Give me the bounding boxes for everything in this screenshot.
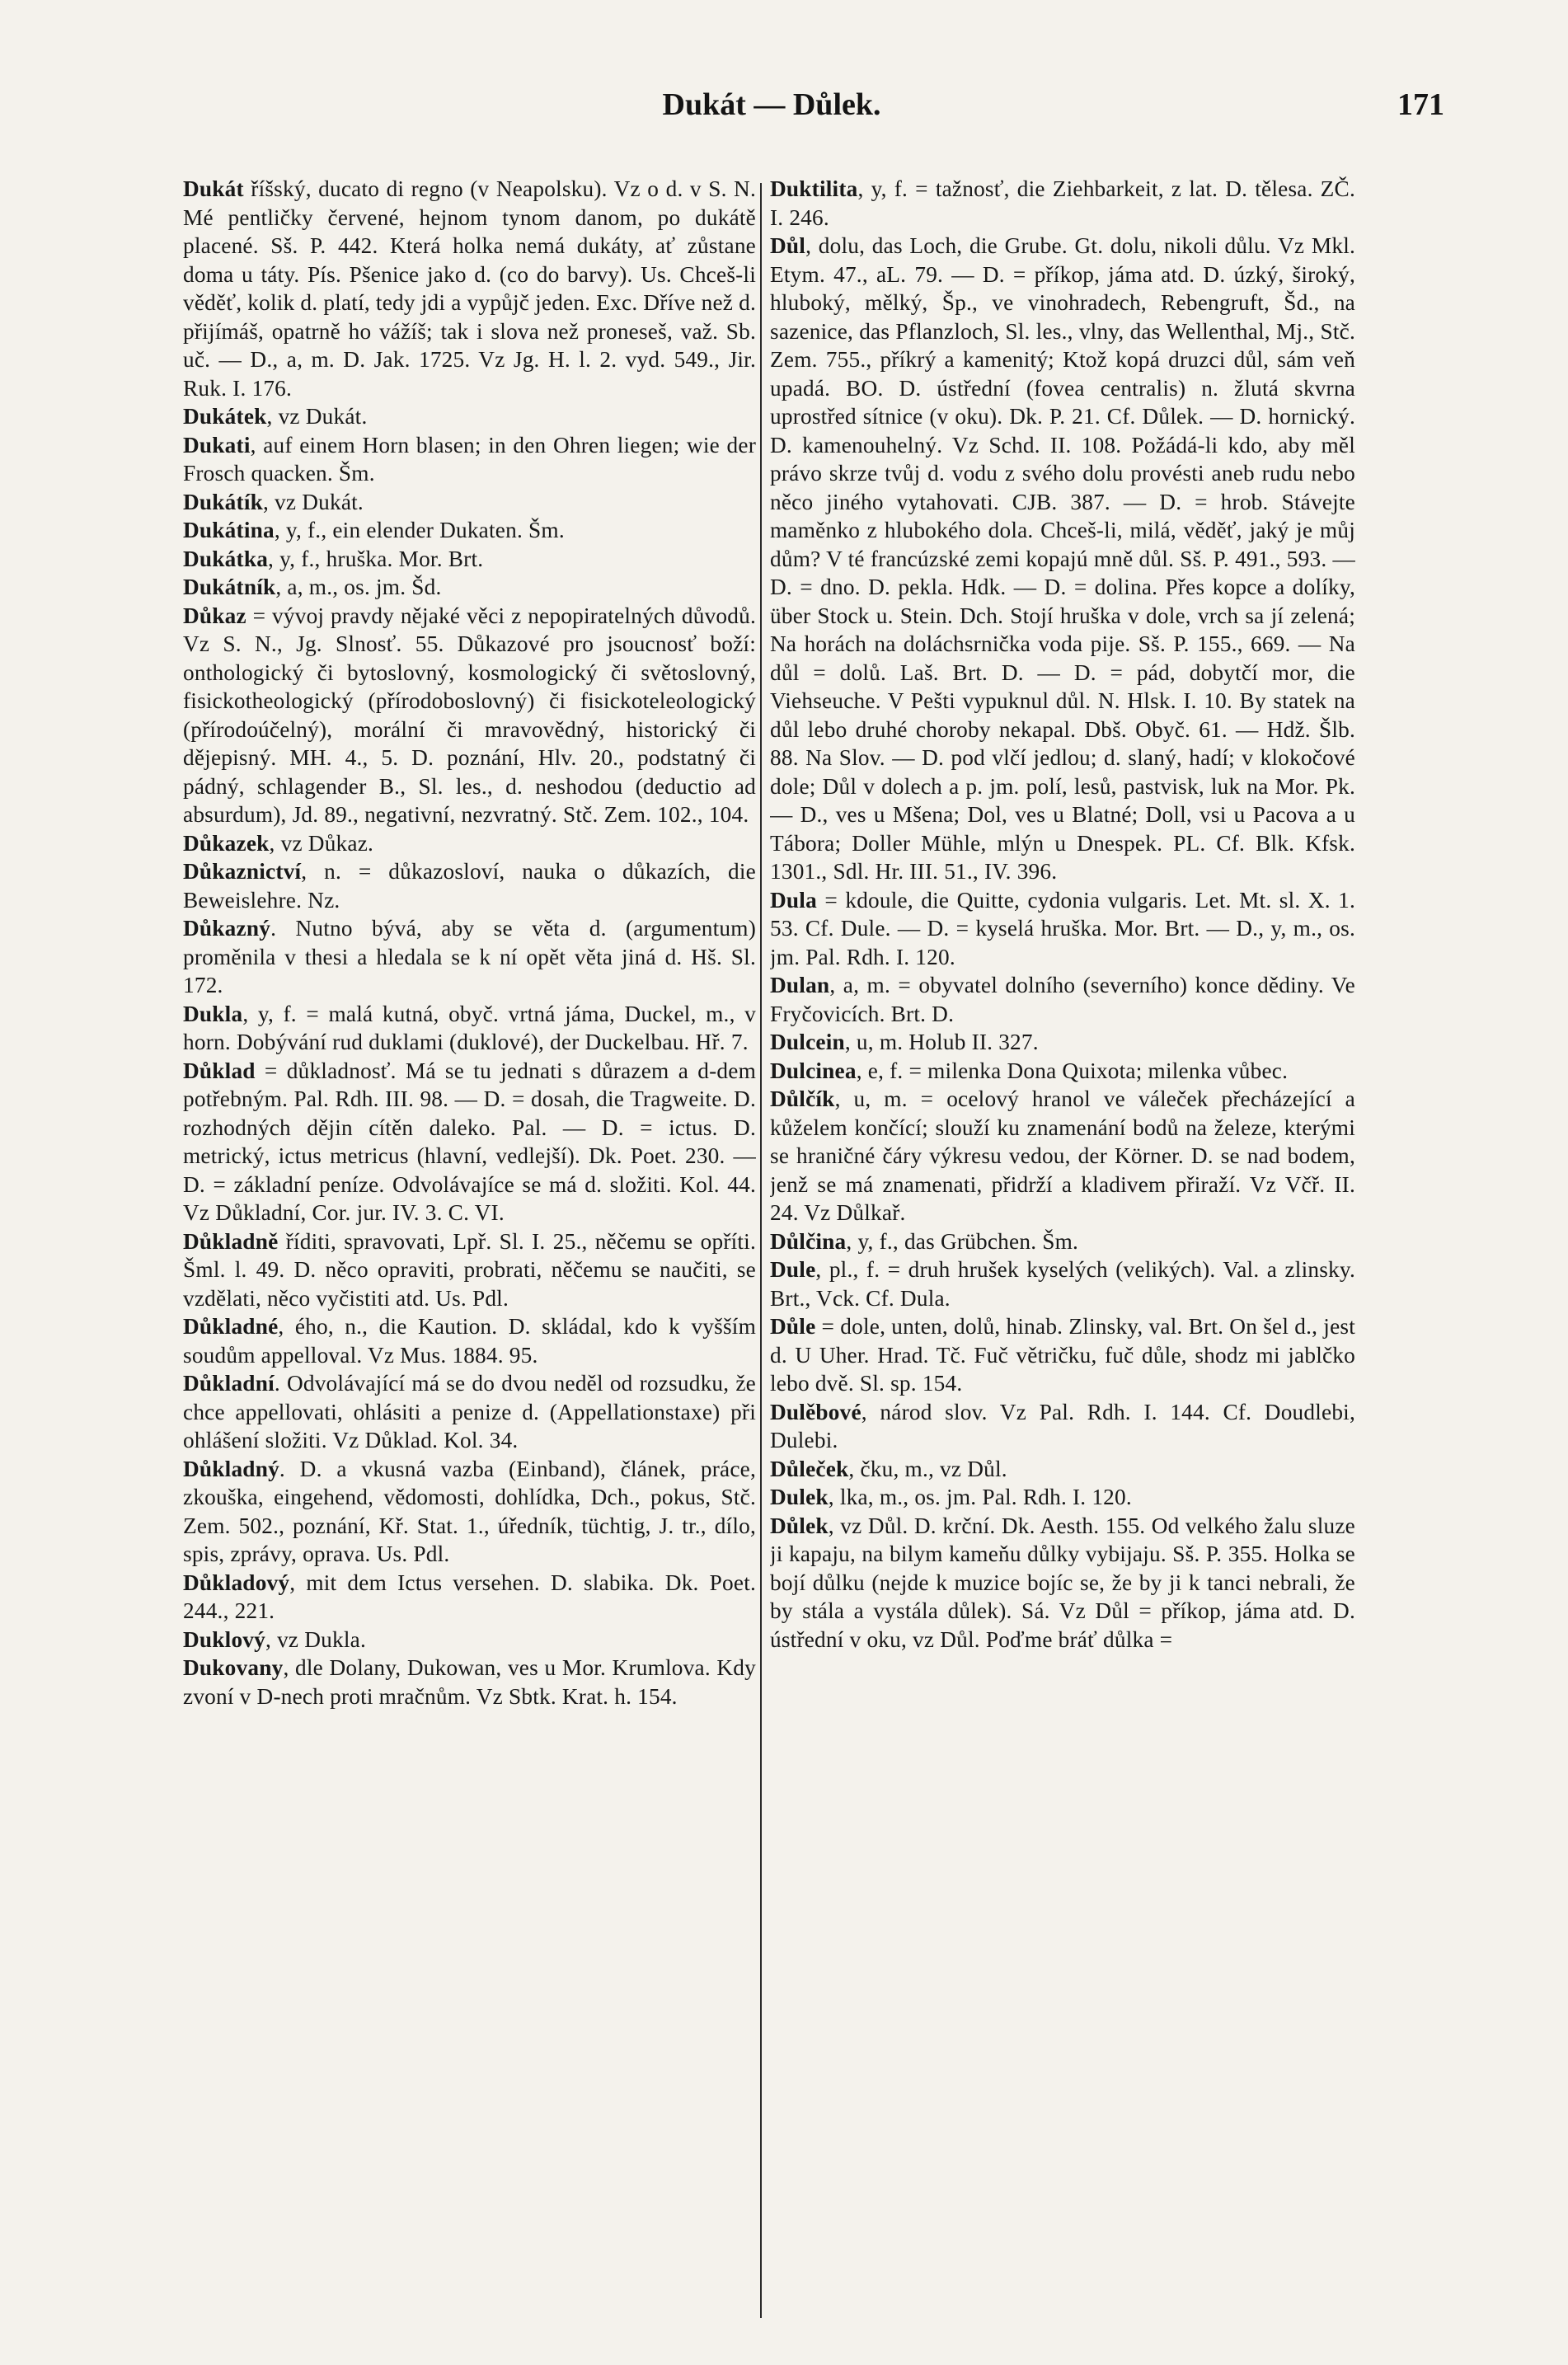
entry-headword: Důkladný — [183, 1456, 279, 1481]
dictionary-entry — [770, 232, 1355, 886]
entry-headword: Důlek — [770, 1513, 829, 1538]
dictionary-entry — [183, 1569, 756, 1626]
entry-body: , e, f. = milenka Dona Quixota; milenka vůbec. — [856, 1058, 1289, 1083]
entry-body: , národ slov. Vz Pal. Rdh. I. 144. Cf. Doudlebi, Dulebi. — [770, 1399, 1355, 1452]
dictionary-entry — [770, 1057, 1355, 1086]
entry-body: , ého, n., die Kaution. D. skládal, kdo k vyšším soudům appelloval. Vz Mus. 1884. 95. — [183, 1314, 756, 1368]
entry-headword: Dulcinea — [770, 1058, 857, 1083]
dictionary-entry — [183, 545, 756, 574]
right-column — [770, 175, 1355, 2343]
dictionary-entry — [183, 1057, 756, 1227]
dictionary-entry — [183, 602, 756, 829]
entry-headword: Důklad — [183, 1058, 256, 1083]
entry-headword: Dukati — [183, 432, 251, 458]
dictionary-entry — [770, 1455, 1355, 1484]
entry-headword: Duktilita — [770, 176, 858, 201]
entry-headword: Důle — [770, 1314, 816, 1339]
entry-headword: Dukátek — [183, 404, 267, 429]
dictionary-entry — [183, 573, 756, 602]
entry-headword: Důkaznictví — [183, 859, 302, 884]
entry-body: = kdoule, die Quitte, cydonia vulgaris. Let. Mt. sl. X. 1. 53. Cf. Dule. — D. = kyselá hruška. Mor. Brt. — D., y, m., os. jm. Pal. Rdh. I. 120. — [770, 887, 1355, 969]
dictionary-entry — [183, 488, 756, 517]
entry-body: = důkladnosť. Má se tu jednati s důrazem a d-dem potřebným. Pal. Rdh. III. 98. — D. = dosah, die Tragweite. D. rozhodných dějin cítěn daleko. Pal. — D. = ictus. D. metrický, ictus metricus (hlavní, vedlejší). Dk. Poet. 230. — D. = základní peníze. Odvolávajíce se má d. složiti. Kol. 44. Vz Důkladní, Cor. jur. IV. 3. C. VI. — [183, 1058, 756, 1225]
dictionary-entry — [183, 1312, 756, 1369]
dictionary-entry — [770, 1398, 1355, 1455]
dictionary-entry — [183, 402, 756, 431]
column-divider — [760, 183, 762, 2318]
entry-body: . Nutno bývá, aby se věta d. (argumentum) proměnila v thesi a hledala se k ní opět věta jiná d. Hš. Sl. 172. — [183, 916, 756, 997]
entry-body: , pl., f. = druh hrušek kyselých (velikých). Val. a zlinsky. Brt., Vck. Cf. Dula. — [770, 1257, 1355, 1311]
entry-headword: Dukátka — [183, 546, 269, 571]
entry-headword: Důkaz — [183, 603, 246, 628]
entry-headword: Dulan — [770, 973, 830, 997]
dictionary-entry — [770, 1512, 1355, 1654]
dictionary-entry — [183, 1000, 756, 1057]
entry-headword: Dukovany — [183, 1655, 284, 1680]
dictionary-entry — [770, 1312, 1355, 1398]
entry-body: , vz Důl. D. krční. Dk. Aesth. 155. Od velkého žalu sluze ji kapaju, na bilym kameňu důlky vybijaju. Sš. P. 355. Holka se bojí důlku (nejde k muzice bojíc se, že by ji k tanci nebrali, že by stála a vystála důlek). Sá. Vz Důl = příkop, jáma atd. D. ústřední v oku, vz Důl. Poďme bráť důlka = — [770, 1513, 1355, 1652]
entry-body: = vývoj pravdy nějaké věci z nepopiratelných důvodů. Vz S. N., Jg. Slnosť. 55. Důkazové pro jsoucnosť boží: onthologický či bytoslovný, kosmologický či světoslovný, fisickotheologický (přírodoboslovný) či fisickoteleologický (přírodoúčelný), morální či mravovědný, historický či dějepisný. MH. 4., 5. D. poznání, Hlv. 20., podstatný či pádný, schlagender B., Sl. les., d. neshodou (deductio ad absurdum), Jd. 89., negativní, nezvratný. Stč. Zem. 102., 104. — [183, 603, 756, 827]
entry-body: = dole, unten, dolů, hinab. Zlinsky, val. Brt. On šel d., jest d. U Uher. Hrad. Tč. Fuč větričku, fuč důle, shodz mi jablčko lebo dvě. Sl. sp. 154. — [770, 1314, 1355, 1396]
entry-headword: Důkladně — [183, 1228, 279, 1254]
dictionary-entry — [183, 857, 756, 914]
entry-headword: Důlčina — [770, 1228, 847, 1254]
entry-body: . Odvolávající má se do dvou neděl od rozsudku, že chce appellovati, ohlásiti a penize d. (Appellationstaxe) při ohlášení složiti. Vz Důklad. Kol. 34. — [183, 1371, 756, 1452]
entry-body: , lka, m., os. jm. Pal. Rdh. I. 120. — [828, 1485, 1132, 1509]
dictionary-entry — [183, 516, 756, 545]
entry-headword: Důkladné — [183, 1314, 279, 1339]
entry-headword: Důkazný — [183, 916, 271, 941]
entry-body: , a, m., os. jm. Šd. — [275, 575, 442, 599]
entry-body: , u, m. = ocelový hranol ve váleček přecházející a kůželem končící; slouží ku znamenání bodů na železe, kterými se hraničné čáry výkresu vedou, der Körner. D. se nad bodem, jenž se má znamenati, přidrží a kladivem přiraží. Vz Včř. II. 24. Vz Důlkař. — [770, 1086, 1355, 1225]
dictionary-entry — [770, 1255, 1355, 1312]
entry-body: , y, f., hruška. Mor. Brt. — [268, 546, 484, 571]
entry-headword: Důleček — [770, 1456, 849, 1481]
entry-body: , čku, m., vz Důl. — [848, 1456, 1007, 1481]
entry-body: , vz Dukát. — [266, 404, 368, 429]
entry-body: , u, m. Holub II. 327. — [844, 1030, 1039, 1054]
entry-body: , n. = důkazosloví, nauka o důkazích, die Beweislehre. Nz. — [183, 859, 756, 913]
entry-headword: Dule — [770, 1257, 816, 1282]
running-head: Dukát — Důlek. — [662, 87, 881, 122]
entry-body: , mit dem Ictus versehen. D. slabika. Dk. Poet. 244., 221. — [183, 1570, 756, 1623]
entry-body: , dolu, das Loch, die Grube. Gt. dolu, nikoli důlu. Vz Mkl. Etym. 47., aL. 79. — D. = příkop, jáma atd. D. úzký, široký, hluboký, mělký, Šp., ve vinohradech, Rebengruft, Šd., na sazenice, das Pflanzloch, Sl. les., vlny, das Wellenthal, Mj., Stč. Zem. 755., příkrý a kamenitý; Ktož kopá druzci důl, sám veň upadá. BO. D. ústřední (fovea centralis) n. žlutá skvrna uprostřed sítnice (v oku). Dk. P. 21. Cf. Důlek. — D. hornický. D. kamenouhelný. Vz Schd. II. 108. Požádá-li kdo, aby měl právo skrze tvůj d. vodu z svého dolu provésti aneb rudu nebo něco jiného vytahovati. CJB. 387. — D. = hrob. Stávejte maměnko z hlubokého dola. Chceš-li, milá, věděť, jaký je můj dům? V té francúzské zemi kopajú mně důl. Sš. P. 491., 593. — D. = dno. D. pekla. Hdk. — D. = dolina. Přes kopce a dolíky, über Stock u. Stein. Dch. Stojí hruška v dole, vrch sa jí zelená; Na horách na doláchsrnička voda pije. Sš. P. 155., 669. — Na důl = dolů. Laš. Brt. D. — D. = pád, dobytčí mor, die Viehseuche. V Pešti vypuknul důl. N. Hlsk. I. 10. By statek na důl lebo druhé choroby nekapal. Dbš. Obyč. 61. — Hdž. Šlb. 88. Na Slov. — D. pod vlčí jedlou; d. slaný, hadí; v klokočové dole; Důl v dolech a p. jm. polí, lesů, pastvisk, luk na Mor. Pk. — D., ves u Mšena; Dol, ves u Blatné; Doll, vsi u Pacova a u Tábora; Doller Mühle, mlýn u Dnespek. PL. Cf. Blk. Kfsk. 1301., Sdl. Hr. III. 51., IV. 396. — [770, 233, 1355, 884]
entry-headword: Dula — [770, 887, 817, 913]
dictionary-entry — [183, 1369, 756, 1455]
entry-body: , y, f., das Grübchen. Šm. — [846, 1228, 1079, 1254]
dictionary-entry — [770, 971, 1355, 1028]
dictionary-entry — [183, 829, 756, 858]
dictionary-entry — [770, 1085, 1355, 1227]
entry-body: , vz Dukát. — [262, 489, 364, 514]
dictionary-entry — [183, 1654, 756, 1710]
entry-headword: Důl — [770, 233, 806, 258]
entry-headword: Důlčík — [770, 1086, 835, 1111]
dictionary-entry — [183, 431, 756, 488]
dictionary-entry — [770, 886, 1355, 972]
entry-headword: Důkladní — [183, 1371, 275, 1396]
entry-body: , auf einem Horn blasen; in den Ohren liegen; wie der Frosch quacken. Šm. — [183, 432, 756, 486]
page-header — [99, 87, 1444, 136]
entry-headword: Dulěbové — [770, 1399, 861, 1424]
dictionary-entry — [183, 1626, 756, 1654]
entry-body: , dle Dolany, Dukowan, ves u Mor. Krumlova. Kdy zvoní v D-nech proti mračnům. Vz Sbtk. Krat. h. 154. — [183, 1655, 756, 1709]
entry-body: , y, f., ein elender Dukaten. Šm. — [274, 518, 565, 542]
entry-headword: Dukátník — [183, 575, 276, 599]
dictionary-entry — [770, 1028, 1355, 1057]
page-number: 171 — [1397, 87, 1444, 122]
dictionary-entry — [770, 1483, 1355, 1512]
entry-body: říšský, ducato di regno (v Neapolsku). Vz o d. v S. N. Mé pentličky červené, hejnom tynom danom, po dukátě placené. Sš. P. 442. Která holka nemá dukáty, ať zůstane doma u táty. Pís. Pšenice jako d. (co do barvy). Us. Chceš-li věděť, kolik d. platí, tedy jdi a vypůjč jeden. Exc. Dříve než d. přijímáš, opatrně ho vážíš; tak i slova než proneseš, važ. Sb. uč. — D., a, m. D. Jak. 1725. Vz Jg. H. l. 2. vyd. 549., Jir. Ruk. I. 176. — [183, 176, 756, 401]
entry-headword: Důkladový — [183, 1570, 290, 1595]
entry-headword: Dukát — [183, 176, 244, 201]
dictionary-entry — [183, 914, 756, 1000]
dictionary-entry — [183, 1455, 756, 1569]
left-column — [183, 175, 756, 2343]
entry-body: , a, m. = obyvatel dolního (severního) konce dědiny. Ve Fryčovicích. Brt. D. — [770, 973, 1355, 1026]
entry-headword: Duklový — [183, 1626, 266, 1652]
dictionary-entry — [183, 175, 756, 402]
entry-headword: Dulek — [770, 1485, 829, 1509]
entry-body: říditi, spravovati, Lpř. Sl. I. 25., něčemu se opříti. Šml. l. 49. D. něco opraviti, probrati, něčemu se naučiti, se vzdělati, něco vyčistiti atd. Us. Pdl. — [183, 1228, 756, 1311]
dictionary-entry — [183, 1227, 756, 1313]
entry-headword: Dukátina — [183, 518, 275, 542]
entry-headword: Dulcein — [770, 1030, 845, 1054]
entry-body: , y, f. = malá kutná, obyč. vrtná jáma, Duckel, m., v horn. Dobývání rud duklami (duklové), der Duckelbau. Hř. 7. — [183, 1001, 756, 1054]
dictionary-entry — [770, 175, 1355, 232]
entry-headword: Dukla — [183, 1001, 243, 1026]
entry-headword: Důkazek — [183, 830, 270, 856]
dictionary-entry — [770, 1227, 1355, 1256]
entry-headword: Dukátík — [183, 489, 263, 514]
entry-body: , y, f. = tažnosť, die Ziehbarkeit, z lat. D. tělesa. ZČ. I. 246. — [770, 176, 1355, 230]
entry-body: . D. a vkusná vazba (Einband), článek, práce, zkouška, eingehend, vědomosti, dohlídka, Dch., pokus, Stč. Zem. 502., poznání, Kř. Stat. 1., úředník, tüchtig, J. tr., dílo, spis, zprávy, oprava. Us. Pdl. — [183, 1456, 756, 1566]
entry-body: , vz Důkaz. — [269, 830, 374, 856]
entry-body: , vz Dukla. — [265, 1626, 366, 1652]
